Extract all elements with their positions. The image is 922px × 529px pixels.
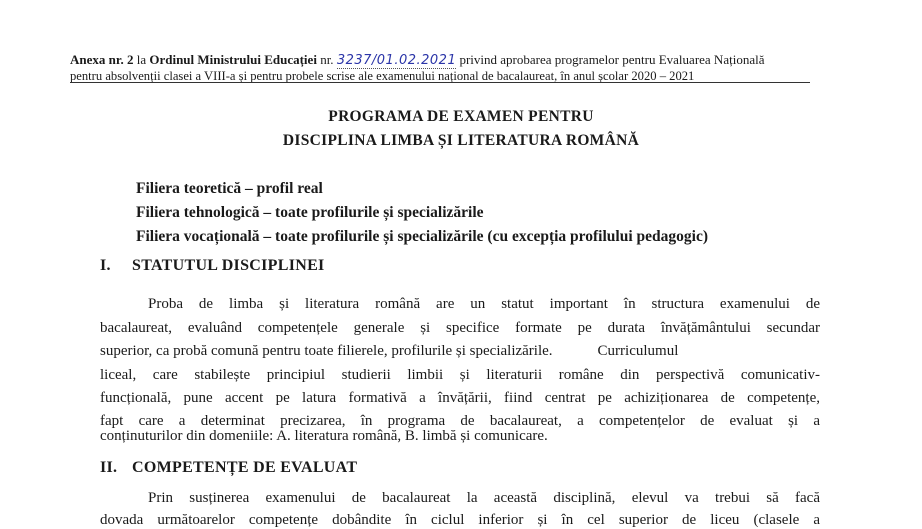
header-rule bbox=[70, 82, 810, 83]
handwritten-order-number: 3237/01.02.2021 bbox=[336, 53, 457, 68]
section-1-line-6: fapt care a determinat precizarea, în programa de bacalaureat, a competențelor de evaluat și a bbox=[100, 413, 820, 429]
annex-number: Anexa nr. 2 bbox=[70, 52, 134, 67]
section-2-number: II. bbox=[100, 459, 118, 476]
section-2-title: COMPETENȚE DE EVALUAT bbox=[132, 459, 358, 476]
filiera-teoretica: Filiera teoretică – profil real bbox=[136, 180, 323, 197]
header-line-2: pentru absolvenții clasei a VIII-a și pentru probele scrise ale examenului național de bacalaureat, în anul școlar 2020 – 2021 bbox=[70, 69, 695, 83]
order-title: Ordinul Ministrului Educației bbox=[149, 52, 317, 67]
section-2-line-2: dovada următoarelor competențe dobândite în ciclul inferior și în cel superior de liceu (clasele a bbox=[100, 512, 820, 528]
section-1-title: STATUTUL DISCIPLINEI bbox=[132, 257, 325, 274]
filiera-vocationala: Filiera vocațională – toate profilurile și specializările (cu excepția profilului pedagogic) bbox=[136, 228, 708, 245]
section-1-line-1: Proba de limba și literatura română are un statut important în structura examenului de bbox=[148, 296, 820, 312]
section-1-line-3: superior, ca probă comună pentru toate filierele, profilurile și specializările. Curriculumul bbox=[100, 343, 679, 359]
program-title-line-2: DISCIPLINA LIMBA ȘI LITERATURA ROMÂNĂ bbox=[282, 132, 640, 149]
header-text: la bbox=[133, 52, 150, 67]
section-1-line-5: funcțională, pune accent pe latura formativă a învățării, fiind centrat pe achiziționarea de competențe, bbox=[100, 390, 820, 406]
section-2-line-1: Prin susținerea examenului de bacalaureat la această disciplină, elevul va trebui să facă bbox=[148, 490, 820, 506]
section-2-heading bbox=[100, 459, 357, 477]
filiera-tehnologica: Filiera tehnologică – toate profilurile și specializările bbox=[136, 204, 484, 221]
section-1-line-4: liceal, care stabilește principiul studierii limbii și literaturii române din perspectivă comunicativ- bbox=[100, 367, 820, 383]
program-title-line-1: PROGRAMA DE EXAMEN PENTRU bbox=[328, 108, 594, 125]
section-1-line-7: conținuturilor din domeniile: A. literatura română, B. limbă și comunicare. bbox=[100, 428, 548, 444]
header-nr-label: nr. bbox=[316, 52, 337, 67]
header-line-1 bbox=[70, 52, 764, 69]
section-1-number: I. bbox=[100, 257, 111, 274]
header-subject: privind aprobarea programelor pentru Evaluarea Națională bbox=[456, 52, 765, 67]
section-1-line-2: bacalaureat, evaluând competențele generale și specifice formate pe durata învățământului secundar bbox=[100, 320, 820, 336]
section-1-heading bbox=[100, 257, 325, 275]
